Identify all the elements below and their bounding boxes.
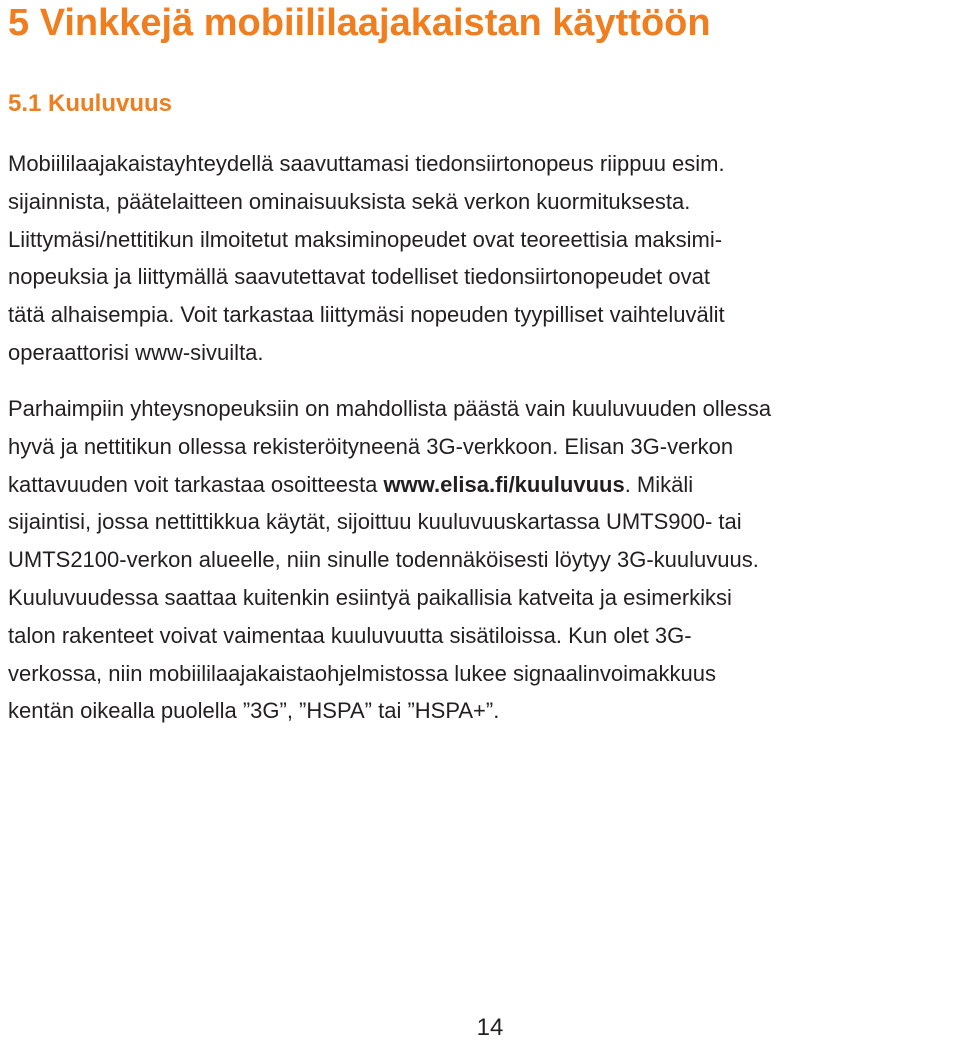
line-text-after-link: . Mikäli (624, 471, 694, 497)
paragraph-line: sijaintisi, jossa nettittikkua käytät, sijoittuu kuuluvuuskartassa UMTS900- tai (8, 509, 742, 535)
coverage-map-link[interactable]: www.elisa.fi/kuuluvuus (383, 471, 625, 497)
paragraph-line: kentän oikealla puolella ”3G”, ”HSPA” tai ”HSPA+”. (8, 698, 500, 724)
paragraph-line: hyvä ja nettitikun ollessa rekisteröityneenä 3G-verkkoon. Elisan 3G-verkon (8, 433, 734, 459)
line-text-before-link: kattavuuden voit tarkastaa osoitteesta (8, 471, 384, 497)
paragraph-line: tätä alhaisempia. Voit tarkastaa liittymäsi nopeuden tyypilliset vaihteluvälit (8, 302, 725, 328)
page-number: 14 (476, 1014, 504, 1041)
paragraph-line: sijainnista, päätelaitteen ominaisuuksista sekä verkon kuormituksesta. (8, 188, 691, 214)
paragraph-line: verkossa, niin mobiililaajakaistaohjelmistossa lukee signaalinvoimakkuus (8, 660, 717, 686)
paragraph-line-with-link (8, 466, 771, 504)
paragraph-line: Parhaimpiin yhteysnopeuksiin on mahdollista päästä vain kuuluvuuden ollessa (8, 396, 772, 421)
chapter-title: 5 Vinkkejä mobiililaajakaistan käyttöön (8, 2, 711, 44)
section-title: 5.1 Kuuluvuus (8, 90, 173, 117)
paragraph-line: nopeuksia ja liittymällä saavutettavat todelliset tiedonsiirtonopeudet ovat (8, 264, 710, 290)
paragraph-line: UMTS2100-verkon alueelle, niin sinulle todennäköisesti löytyy 3G-kuuluvuus. (8, 547, 759, 573)
paragraph-line: talon rakenteet voivat vaimentaa kuuluvuutta sisätiloissa. Kun olet 3G- (8, 622, 692, 648)
paragraph-line: operaattorisi www-sivuilta. (8, 339, 264, 365)
paragraph-speed-info (8, 145, 725, 372)
paragraph-line: Kuuluvuudessa saattaa kuitenkin esiintyä paikallisia katveita ja esimerkiksi (8, 584, 732, 610)
paragraph-coverage-info (8, 390, 771, 730)
paragraph-line: Liittymäsi/nettitikun ilmoitetut maksiminopeudet ovat teoreettisia maksimi- (8, 226, 723, 252)
paragraph-line: Mobiililaajakaistayhteydellä saavuttamasi tiedonsiirtonopeus riippuu esim. (8, 151, 725, 176)
